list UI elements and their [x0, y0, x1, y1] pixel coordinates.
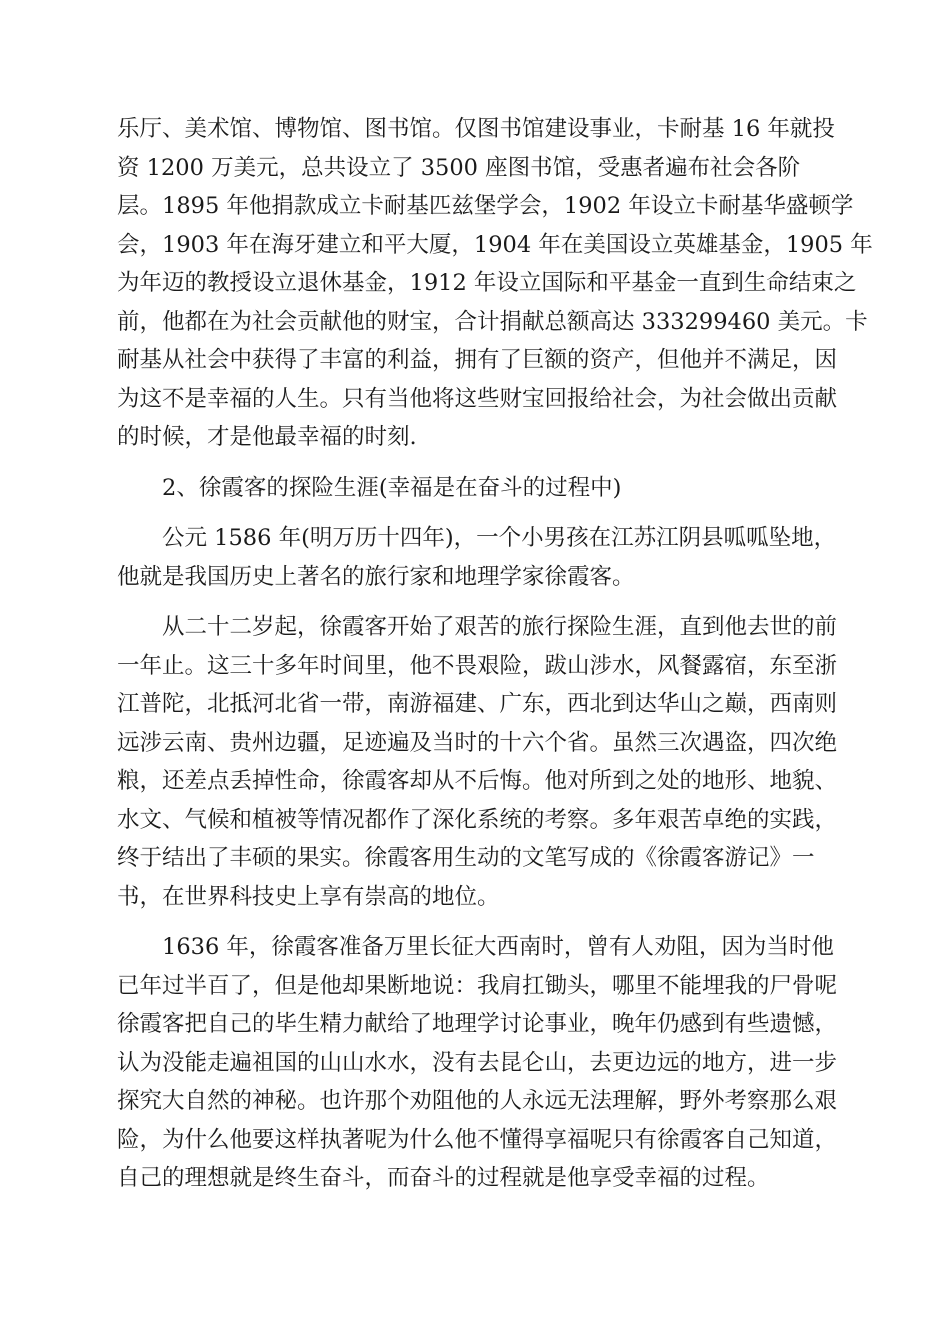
text-line: 公元 1586 年(明万历十四年)，一个小男孩在江苏江阴县呱呱坠地， — [162, 525, 837, 551]
text-line: 徐霞客把自己的毕生精力献给了地理学讨论事业，晚年仍感到有些遗憾， — [117, 1011, 838, 1037]
paragraph-xu-xiake-travels — [117, 608, 837, 916]
text-line: 的时候，才是他最幸福的时刻. — [117, 424, 417, 450]
text-line: 为这不是幸福的人生。只有当他将这些财宝回报给社会，为社会做出贡献 — [117, 385, 838, 412]
text-line: 终于结出了丰硕的果实。徐霞客用生动的文笔写成的《徐霞客游记》一 — [117, 845, 815, 871]
text-line: 远涉云南、贵州边疆，足迹遍及当时的十六个省。虽然三次遇盗，四次绝 — [117, 729, 838, 756]
text-line: 为年迈的教授设立退休基金，1912 年设立国际和平基金一直到生命结束之 — [117, 270, 857, 296]
text-line: 已年过半百了，但是他却果断地说：我肩扛锄头，哪里不能埋我的尸骨呢 — [117, 972, 838, 999]
text-line: 书，在世界科技史上享有崇高的地位。 — [117, 883, 500, 910]
document-page — [117, 110, 873, 1198]
text-line: 一年止。这三十多年时间里，他不畏艰险，跋山涉水，风餐露宿，东至浙 — [117, 652, 838, 679]
text-line: 资 1200 万美元，总共设立了 3500 座图书馆，受惠者遍布社会各阶 — [117, 154, 801, 181]
text-line: 乐厅、美术馆、博物馆、图书馆。仅图书馆建设事业，卡耐基 16 年就投 — [117, 116, 835, 142]
paragraph-xu-xiake-1636 — [117, 928, 837, 1198]
section-heading-xu-xiake — [117, 469, 837, 508]
text-line: 江普陀，北抵河北省一带，南游福建、广东，西北到达华山之巅，西南则 — [117, 691, 838, 717]
text-line: 层。1895 年他捐款成立卡耐基匹兹堡学会，1902 年设立卡耐基华盛顿学 — [117, 193, 854, 219]
text-line: 自己的理想就是终生奋斗，而奋斗的过程就是他享受幸福的过程。 — [117, 1165, 770, 1191]
paragraph-carnegie-donations — [117, 110, 873, 457]
paragraph-xu-xiake-birth — [117, 519, 837, 596]
text-line: 从二十二岁起，徐霞客开始了艰苦的旅行探险生涯，直到他去世的前 — [162, 614, 838, 640]
text-line: 前，他都在为社会贡献他的财宝，合计捐献总额高达 333299460 美元。卡 — [117, 308, 868, 335]
text-line: 认为没能走遍祖国的山山水水，没有去昆仑山，去更边远的地方，进一步 — [117, 1049, 838, 1076]
text-line: 水文、气候和植被等情况都作了深化系统的考察。多年艰苦卓绝的实践， — [117, 806, 838, 833]
text-line: 会，1903 年在海牙建立和平大厦，1904 年在美国设立英雄基金，1905 年 — [117, 231, 873, 258]
heading-line: 2、徐霞客的探险生涯(幸福是在奋斗的过程中) — [162, 474, 622, 501]
text-line: 他就是我国历史上著名的旅行家和地理学家徐霞客。 — [117, 563, 635, 590]
text-line: 1636 年，徐霞客准备万里长征大西南时，曾有人劝阻，因为当时他 — [162, 934, 834, 960]
text-line: 险，为什么他要这样执著呢为什么他不懂得享福呢只有徐霞客自己知道， — [117, 1126, 838, 1153]
text-line: 耐基从社会中获得了丰富的利益，拥有了巨额的资产，但他并不满足，因 — [117, 347, 838, 373]
text-line: 探究大自然的神秘。也许那个劝阻他的人永远无法理解，野外考察那么艰 — [117, 1088, 838, 1114]
text-line: 粮，还差点丢掉性命，徐霞客却从不后悔。他对所到之处的地形、地貌、 — [117, 768, 838, 794]
